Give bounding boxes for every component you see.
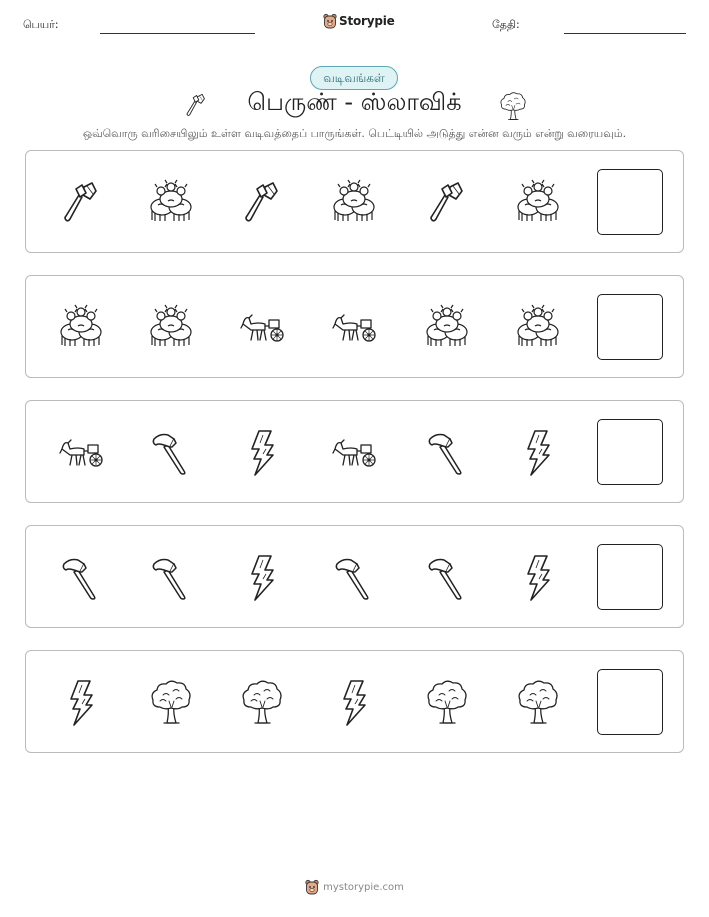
axe-icon	[56, 177, 106, 227]
cattle-icon	[513, 177, 563, 227]
lightning-icon	[237, 427, 287, 477]
answer-box[interactable]	[597, 544, 663, 610]
hammer-icon	[56, 552, 106, 602]
cattle-icon	[146, 177, 196, 227]
cart-icon	[329, 427, 379, 477]
tree-icon	[422, 677, 472, 727]
answer-box[interactable]	[597, 169, 663, 235]
footer	[0, 879, 709, 895]
pattern-row-1	[25, 150, 684, 253]
lightning-icon	[513, 552, 563, 602]
page-title: பெருண் - ஸ்லாவிக்	[247, 88, 462, 116]
cattle-icon	[329, 177, 379, 227]
hammer-icon	[422, 427, 472, 477]
tree-icon	[513, 677, 563, 727]
cattle-icon	[513, 302, 563, 352]
bear-footer-icon	[305, 879, 319, 895]
answer-box[interactable]	[597, 419, 663, 485]
axe-icon	[237, 177, 287, 227]
hammer-icon	[146, 552, 196, 602]
tree-icon	[146, 677, 196, 727]
lightning-icon	[329, 677, 379, 727]
cattle-icon	[422, 302, 472, 352]
storypie-logo	[323, 13, 395, 29]
footer-url[interactable]: mystorypie.com	[323, 881, 404, 893]
cart-icon	[329, 302, 379, 352]
hammer-icon	[146, 427, 196, 477]
pattern-row-3	[25, 400, 684, 503]
tree-icon	[237, 677, 287, 727]
date-line[interactable]	[564, 33, 686, 34]
title-axe-icon	[182, 91, 210, 119]
brand-name: Storypie	[339, 14, 395, 28]
bear-logo-icon	[323, 13, 337, 29]
pattern-row-4	[25, 525, 684, 628]
cattle-icon	[56, 302, 106, 352]
hammer-icon	[329, 552, 379, 602]
pattern-row-2	[25, 275, 684, 378]
lightning-icon	[237, 552, 287, 602]
topic-badge: வடிவங்கள்	[310, 66, 398, 90]
title-tree-icon	[497, 90, 529, 122]
answer-box[interactable]	[597, 669, 663, 735]
name-label: பெயர்:	[23, 18, 59, 31]
axe-icon	[422, 177, 472, 227]
name-line[interactable]	[100, 33, 255, 34]
lightning-icon	[56, 677, 106, 727]
cattle-icon	[146, 302, 196, 352]
date-label: தேதி:	[492, 18, 520, 31]
instructions: ஒவ்வொரு வரிசையிலும் உள்ள வடிவத்தைப் பாருங்கள். பெட்டியில் அடுத்து என்ன வரும் என்று வரையவும்.	[82, 127, 627, 140]
cart-icon	[56, 427, 106, 477]
cart-icon	[237, 302, 287, 352]
pattern-row-5	[25, 650, 684, 753]
hammer-icon	[422, 552, 472, 602]
lightning-icon	[513, 427, 563, 477]
answer-box[interactable]	[597, 294, 663, 360]
